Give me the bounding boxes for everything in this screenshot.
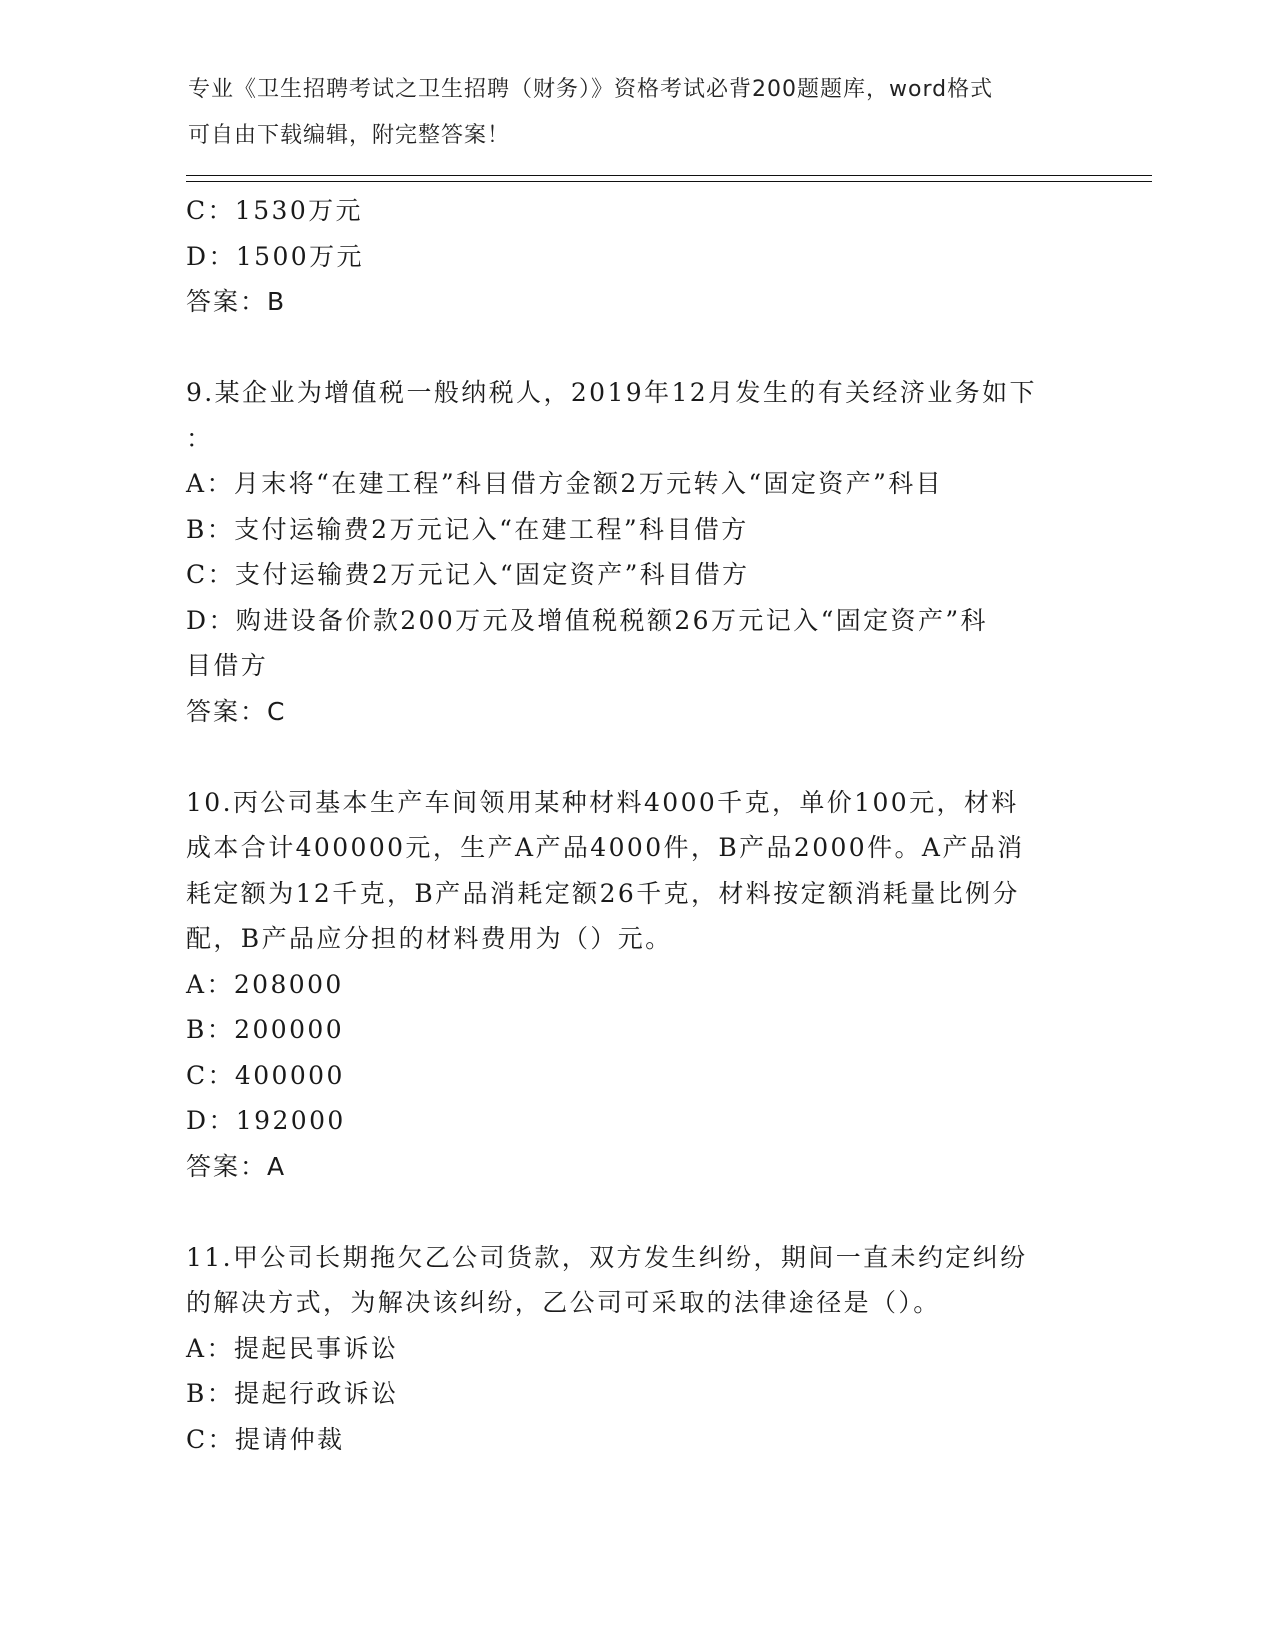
- answer-line: 答案：B: [186, 287, 287, 316]
- question-stem-line: 11.甲公司长期拖欠乙公司货款，双方发生纠纷，期间一直未约定纠纷: [186, 1242, 1028, 1272]
- option-d-continuation: 目借方: [186, 651, 269, 680]
- question-spacer: [186, 1189, 1086, 1235]
- option-c: C：400000: [186, 1060, 345, 1090]
- option-c: C：支付运输费2万元记入“固定资产”科目借方: [186, 560, 750, 589]
- option-d: D：192000: [186, 1106, 346, 1135]
- answer-line: 答案：A: [186, 1151, 287, 1181]
- option-d: D：1500万元: [186, 241, 364, 271]
- option-c: C：1530万元: [186, 196, 363, 225]
- header-divider-bottom: [186, 181, 1152, 182]
- question-stem-line: 耗定额为12千克，B产品消耗定额26千克，材料按定额消耗量比例分: [186, 878, 1020, 908]
- option-b: B：支付运输费2万元记入“在建工程”科目借方: [186, 514, 749, 544]
- question-11: [186, 1235, 1086, 1463]
- document-header: [188, 74, 1068, 165]
- answer-line: 答案：C: [186, 696, 287, 726]
- question-stem-line: 10.丙公司基本生产车间领用某种材料4000千克，单价100元，材料: [186, 787, 1019, 817]
- option-a: A：208000: [186, 969, 344, 999]
- question-spacer: [186, 325, 1086, 371]
- option-b: B：提起行政诉讼: [186, 1379, 399, 1408]
- question-8-tail: [186, 188, 1086, 325]
- question-9: [186, 370, 1086, 734]
- header-title-line-1: 专业《卫生招聘考试之卫生招聘（财务）》资格考试必背200题题库，word格式: [188, 77, 994, 102]
- question-spacer: [186, 734, 1086, 780]
- option-c: C：提请仲裁: [186, 1424, 345, 1454]
- question-stem-line: 成本合计400000元，生产A产品4000件，B产品2000件。A产品消: [186, 833, 1025, 862]
- header-title-line-2: 可自由下载编辑，附完整答案！: [188, 122, 511, 148]
- question-stem-line: 的解决方式，为解决该纠纷，乙公司可采取的法律途径是（）。: [186, 1288, 941, 1317]
- option-a: A：月末将“在建工程”科目借方金额2万元转入“固定资产”科目: [186, 469, 944, 498]
- option-b: B：200000: [186, 1015, 345, 1044]
- header-divider-top: [186, 175, 1152, 176]
- option-a: A：提起民事诉讼: [186, 1333, 399, 1363]
- option-d: D：购进设备价款200万元及增值税税额26万元记入“固定资产”科: [186, 605, 988, 635]
- question-10: [186, 780, 1086, 1190]
- question-stem-line: 9.某企业为增值税一般纳税人，2019年12月发生的有关经济业务如下: [186, 378, 1037, 407]
- question-stem-line: 配，B产品应分担的材料费用为（）元。: [186, 924, 673, 953]
- document-body: [186, 188, 1086, 1462]
- question-stem-line: ：: [186, 423, 214, 453]
